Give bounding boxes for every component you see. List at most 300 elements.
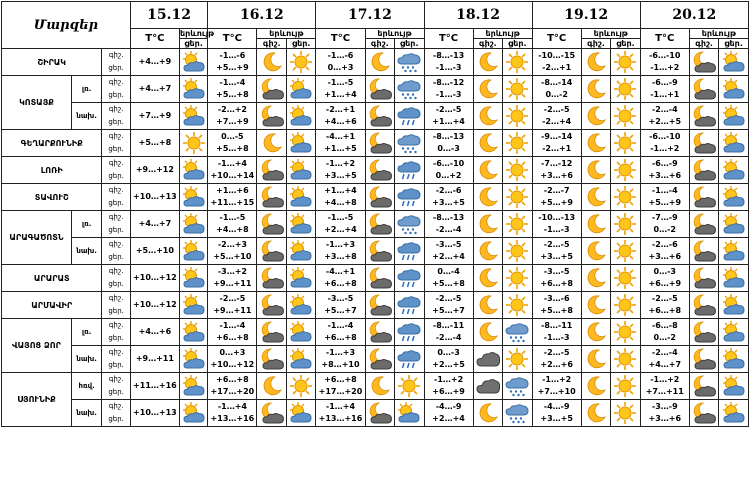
sun-cloud-icon: [180, 266, 207, 290]
sun-icon: [503, 158, 532, 182]
weather-cell: [257, 292, 286, 319]
night-temperature: -2…-5: [543, 348, 570, 357]
moon-cloud-icon: [257, 212, 285, 236]
temperature-cell: [316, 238, 365, 265]
moon-icon: [582, 131, 610, 155]
temperature-column-header: [316, 29, 365, 49]
temperature-label: T°C: [655, 33, 675, 44]
weather-cell: [719, 76, 749, 103]
sun-icon: [395, 374, 424, 398]
sun-cloud-icon: [180, 239, 207, 263]
region-name: [2, 211, 72, 265]
weather-cell: [689, 211, 718, 238]
weather-cell: [473, 238, 502, 265]
weather-cell: [473, 49, 502, 76]
cloud-snow-icon: [395, 50, 424, 74]
region-name-text: ԿՈՏԱՅՔ: [19, 98, 54, 107]
day-temperature: +10…+13: [133, 192, 177, 201]
sun-cloud-icon: [719, 104, 748, 128]
temperature-cell: [640, 373, 689, 400]
day-temperature: +5…+8: [540, 306, 573, 315]
sun-cloud-icon: [287, 266, 316, 290]
night-temperature: -1…-5: [327, 213, 354, 222]
moon-cloud-icon: [257, 239, 285, 263]
sun-icon: [180, 131, 207, 155]
weather-cell: [689, 49, 718, 76]
temperature-column-header: [424, 29, 473, 49]
temperature-cell: [208, 265, 257, 292]
moon-icon: [582, 347, 610, 371]
date-header: [640, 2, 748, 29]
sun-cloud-icon: [287, 185, 316, 209]
weather-cell: [581, 211, 610, 238]
weather-cell: [581, 292, 610, 319]
weather-cell: [689, 184, 718, 211]
day-temperature: -2…+4: [542, 117, 572, 126]
weather-cell: [257, 130, 286, 157]
day-temperature: +9…+11: [213, 279, 252, 288]
sun-cloud-icon: [719, 212, 748, 236]
weather-cell: [473, 265, 502, 292]
sun-cloud-icon: [719, 320, 748, 344]
table-row: [2, 184, 749, 211]
region-name-text: ՏԱՎՈՒՇ: [34, 192, 69, 202]
day-temperature: 0…+2: [435, 171, 462, 180]
night-temperature: -2…-7: [543, 186, 570, 195]
day-temperature: +5…+9: [216, 63, 249, 72]
weather-cell: [719, 157, 749, 184]
weather-column-header: [473, 29, 532, 39]
night-column-header: [365, 39, 394, 49]
temperature-cell: [208, 103, 257, 130]
moon-cloud-icon: [366, 77, 394, 101]
region-name: [2, 292, 102, 319]
night-label: գիշ.: [108, 51, 124, 59]
sun-icon: [503, 50, 532, 74]
weather-cell: [395, 265, 425, 292]
weather-cell: [286, 238, 316, 265]
weather-cell: [503, 76, 533, 103]
moon-icon: [582, 104, 610, 128]
weather-cell: [286, 400, 316, 427]
temperature-cell: [316, 292, 365, 319]
subregion-name: [71, 319, 102, 346]
moon-cloud-icon: [690, 212, 718, 236]
night-temperature: +6…+8: [216, 375, 249, 384]
weather-cell: [611, 265, 641, 292]
temperature-cell: [208, 346, 257, 373]
weather-cell: [581, 265, 610, 292]
temperature-cell: [130, 49, 179, 76]
weather-cell: [473, 157, 502, 184]
weather-cell: [503, 292, 533, 319]
weather-cell: [473, 373, 502, 400]
day-column-header: [395, 39, 425, 49]
weather-cell: [611, 238, 641, 265]
sun-cloud-icon: [180, 212, 207, 236]
day-temperature: +3…+6: [648, 252, 682, 261]
weather-cell: [689, 373, 718, 400]
sun-cloud-icon: [180, 185, 207, 209]
night-temperature: -1…+2: [434, 375, 464, 384]
temperature-cell: [424, 49, 473, 76]
day-temperature: +3…+5: [540, 252, 573, 261]
day-temperature: +7…+11: [645, 387, 684, 396]
temperature-cell: [532, 49, 581, 76]
day-temperature: +5…+9: [540, 198, 573, 207]
sun-icon: [503, 131, 532, 155]
night-temperature: -2…-4: [651, 105, 678, 114]
region-name: [2, 157, 102, 184]
temperature-cell: [532, 319, 581, 346]
day-temperature: +10…+12: [210, 360, 255, 369]
day-temperature: +9…+12: [135, 165, 174, 174]
sun-icon: [503, 293, 532, 317]
sun-icon: [611, 320, 640, 344]
weather-cell: [365, 319, 394, 346]
day-temperature: +2…+5: [432, 360, 465, 369]
day-temperature: +2…+4: [324, 225, 357, 234]
night-temperature: -8…-14: [541, 78, 573, 87]
temperature-cell: [640, 184, 689, 211]
night-temperature: -2…-5: [543, 240, 570, 249]
temperature-cell: [424, 130, 473, 157]
day-label: ցեր.: [108, 64, 124, 72]
night-temperature: 0…-4: [437, 267, 460, 276]
temperature-cell: [208, 238, 257, 265]
night-temperature: -1…-4: [651, 186, 678, 195]
regions-title-text: Մարզեր: [33, 17, 99, 33]
moon-icon: [474, 239, 502, 263]
temperature-cell: [532, 400, 581, 427]
moon-icon: [582, 401, 610, 425]
temperature-cell: [640, 346, 689, 373]
weather-cell: [719, 49, 749, 76]
night-temperature: +6…+8: [324, 375, 357, 384]
table-row: [2, 157, 749, 184]
weather-cell: [286, 103, 316, 130]
weather-cell: [689, 76, 718, 103]
subregion-name-text: լռ.: [81, 328, 92, 336]
region-name: [2, 373, 72, 427]
weather-cell: [286, 49, 316, 76]
table-row: [2, 130, 749, 157]
night-temperature: 0…-3: [653, 267, 676, 276]
moon-icon: [474, 401, 502, 425]
day-temperature: +10…+13: [133, 408, 177, 417]
region-name: [2, 265, 102, 292]
night-label: գիշ.: [108, 105, 124, 113]
day-label: ցեր.: [108, 388, 124, 396]
day-temperature: 0…-2: [653, 225, 676, 234]
sun-icon: [503, 266, 532, 290]
weather-cell: [395, 400, 425, 427]
day-temperature: +7…+9: [216, 117, 249, 126]
temperature-column-header: [208, 29, 257, 49]
night-temperature: -2…-5: [543, 105, 570, 114]
night-temperature: -6…-9: [651, 78, 678, 87]
subregion-name-text: նախ.: [76, 247, 97, 255]
night-temperature: -3…-6: [543, 294, 570, 303]
night-label: գիշ.: [108, 348, 124, 356]
weather-column-header: [257, 29, 316, 39]
night-label: գիշ.: [108, 240, 124, 248]
temperature-cell: [640, 130, 689, 157]
day-temperature: +13…+16: [318, 414, 363, 423]
day-temperature: +5…+8: [432, 279, 465, 288]
day-temperature: +5…+7: [432, 306, 465, 315]
table-row: [2, 292, 749, 319]
night-temperature: -1…+2: [542, 375, 572, 384]
weather-cell: [365, 400, 394, 427]
day-temperature: +4…+9: [138, 57, 172, 66]
weather-cell: [719, 238, 749, 265]
day-column-header: [719, 39, 749, 49]
sun-cloud-icon: [719, 50, 748, 74]
weather-cell: [286, 319, 316, 346]
sun-icon: [611, 185, 640, 209]
temperature-cell: [208, 76, 257, 103]
day-label: ցեր.: [108, 307, 124, 315]
weather-cell: [503, 49, 533, 76]
weather-cell: [581, 184, 610, 211]
weather-cell: [286, 130, 316, 157]
weather-cell: [689, 265, 718, 292]
day-temperature: -2…-4: [435, 225, 462, 234]
weather-cell: [286, 292, 316, 319]
night-temperature: 0…-5: [221, 132, 244, 141]
weather-cell: [719, 346, 749, 373]
day-temperature: +4…+8: [216, 225, 249, 234]
moon-cloud-icon: [690, 50, 718, 74]
sun-icon: [287, 374, 316, 398]
day-temperature: +8…+10: [321, 360, 360, 369]
night-temperature: -2…+1: [325, 105, 356, 114]
temperature-cell: [208, 157, 257, 184]
temperature-cell: [424, 319, 473, 346]
subregion-name-text: լռ.: [81, 220, 92, 228]
weather-cell: [503, 373, 533, 400]
night-temperature: +1…+6: [216, 186, 249, 195]
day-label: ցեր.: [108, 226, 124, 234]
day-temperature: +1…+5: [324, 144, 357, 153]
day-temperature: +5…+10: [213, 252, 252, 261]
night-temperature: -2…-4: [651, 348, 678, 357]
sun-icon: [611, 401, 640, 425]
weather-cell: [503, 211, 533, 238]
night-label: գիշ.: [108, 375, 124, 383]
temperature-cell: [640, 292, 689, 319]
weather-cell: [719, 292, 749, 319]
weather-cell: [286, 76, 316, 103]
temperature-cell: [130, 373, 179, 400]
weather-cell: [395, 76, 425, 103]
weather-cell: [581, 373, 610, 400]
temperature-cell: [316, 400, 365, 427]
moon-icon: [582, 77, 610, 101]
night-temperature: -3…-5: [543, 267, 570, 276]
weather-cell: [286, 184, 316, 211]
weather-cell: [365, 265, 394, 292]
region-name-text: ԳԵՂԱՐՔՈՒՆԻՔ: [20, 138, 83, 148]
sun-cloud-icon: [287, 320, 316, 344]
sun-icon: [611, 347, 640, 371]
weather-cell: [581, 346, 610, 373]
weather-cell: [473, 211, 502, 238]
night-label: գիշ.: [108, 294, 124, 302]
moon-icon: [474, 50, 502, 74]
moon-icon: [582, 185, 610, 209]
temperature-cell: [532, 130, 581, 157]
forecast-table: [1, 1, 749, 427]
subregion-name: [71, 238, 102, 265]
night-column-header: [257, 39, 286, 49]
weather-cell: [611, 184, 641, 211]
day-temperature: -1…-3: [543, 333, 570, 342]
temperature-cell: [208, 373, 257, 400]
date-label: 15.12: [147, 7, 191, 23]
cloud-snow-icon: [395, 77, 424, 101]
weather-label: երևույթ: [269, 29, 304, 38]
weather-cell: [286, 211, 316, 238]
sun-cloud-icon: [180, 347, 207, 371]
night-temperature: -1…-5: [219, 213, 246, 222]
weather-cell: [395, 373, 425, 400]
temperature-cell: [532, 238, 581, 265]
night-temperature: +1…+4: [324, 186, 357, 195]
temperature-column-header: [640, 29, 689, 49]
day-temperature: +5…+8: [216, 90, 249, 99]
weather-cell: [581, 238, 610, 265]
night-label: գիշ.: [479, 39, 497, 48]
sun-cloud-icon: [719, 77, 748, 101]
day-temperature: +7…+10: [537, 387, 576, 396]
subregion-name-text: նախ.: [76, 355, 97, 363]
moon-cloud-icon: [690, 185, 718, 209]
day-label: ցեր.: [616, 39, 635, 48]
night-temperature: -2…-6: [651, 240, 678, 249]
day-temperature: +17…+20: [318, 387, 363, 396]
moon-icon: [366, 50, 394, 74]
moon-cloud-icon: [690, 374, 718, 398]
night-temperature: -2…-6: [435, 186, 462, 195]
weather-cell: [365, 184, 394, 211]
night-temperature: -6…-10: [432, 159, 465, 168]
night-label: գիշ.: [262, 39, 281, 48]
weather-cell: [395, 130, 425, 157]
sun-cloud-icon: [180, 293, 207, 317]
moon-cloud-icon: [257, 104, 285, 128]
region-name: [2, 184, 102, 211]
day-temperature: -1…-3: [435, 90, 462, 99]
day-temperature: +3…+5: [324, 171, 357, 180]
weather-cell: [503, 319, 533, 346]
cloud-snow-icon: [503, 320, 532, 344]
temperature-cell: [424, 184, 473, 211]
temperature-cell: [532, 103, 581, 130]
moon-icon: [474, 77, 502, 101]
subregion-name-text: նախ.: [76, 409, 97, 417]
moon-cloud-icon: [690, 266, 718, 290]
day-temperature: +2…+6: [540, 360, 573, 369]
sun-icon: [503, 185, 532, 209]
night-temperature: -1…-5: [327, 78, 354, 87]
weather-cell: [473, 103, 502, 130]
night-temperature: -7…-12: [541, 159, 573, 168]
weather-cell: [473, 346, 502, 373]
night-temperature: -1…+2: [325, 159, 356, 168]
temperature-cell: [424, 76, 473, 103]
temperature-cell: [316, 130, 365, 157]
moon-cloud-icon: [257, 401, 285, 425]
temperature-cell: [640, 211, 689, 238]
day-temperature: 0…+3: [327, 63, 354, 72]
subregion-name-text: նախ.: [76, 112, 97, 120]
weather-cell: [719, 319, 749, 346]
sun-icon: [611, 50, 640, 74]
moon-icon: [474, 158, 502, 182]
temperature-cell: [640, 238, 689, 265]
weather-cell: [689, 292, 718, 319]
day-temperature: +4…+7: [138, 84, 172, 93]
day-label: ցեր.: [108, 91, 124, 99]
temperature-cell: [130, 319, 179, 346]
temperature-cell: [130, 400, 179, 427]
temperature-cell: [208, 319, 257, 346]
moon-icon: [582, 266, 610, 290]
night-temperature: -1…+3: [325, 348, 356, 357]
day-temperature: -1…+2: [650, 144, 680, 153]
weather-cell: [179, 346, 207, 373]
day-column-header: [179, 39, 207, 49]
temperature-cell: [424, 373, 473, 400]
day-temperature: +3…+5: [540, 414, 573, 423]
weather-cell: [611, 346, 641, 373]
night-temperature: -8…-13: [432, 132, 465, 141]
day-label: ցեր.: [400, 39, 419, 48]
date-label: 16.12: [239, 7, 284, 23]
night-temperature: -2…+2: [217, 105, 247, 114]
weather-cell: [611, 292, 641, 319]
weather-cell: [286, 373, 316, 400]
moon-icon: [582, 50, 610, 74]
weather-cell: [257, 265, 286, 292]
temperature-cell: [532, 265, 581, 292]
weather-label: երևույթ: [593, 29, 628, 38]
temperature-cell: [208, 184, 257, 211]
moon-cloud-icon: [690, 239, 718, 263]
day-temperature: +3…+6: [540, 171, 573, 180]
weather-label: երևույթ: [377, 29, 412, 38]
temperature-cell: [640, 157, 689, 184]
temperature-cell: [424, 292, 473, 319]
moon-cloud-icon: [257, 266, 285, 290]
temperature-cell: [424, 103, 473, 130]
region-name-text: ԱՐՄԱՎԻՐ: [31, 300, 73, 310]
moon-cloud-icon: [690, 347, 718, 371]
night-label: գիշ.: [108, 132, 124, 140]
sun-icon: [611, 374, 640, 398]
weather-cell: [179, 238, 207, 265]
weather-cell: [689, 103, 718, 130]
night-temperature: -8…-12: [432, 78, 465, 87]
moon-cloud-icon: [366, 320, 394, 344]
day-label: ցեր.: [508, 39, 527, 48]
temperature-label: T°C: [547, 33, 567, 44]
cloud-rain-icon: [395, 185, 424, 209]
night-label: գիշ.: [108, 213, 124, 221]
day-label: ցեր.: [108, 253, 124, 261]
